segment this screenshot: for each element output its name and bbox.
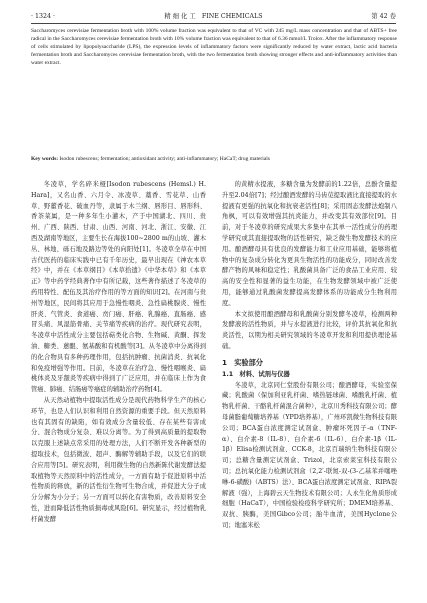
keywords	[31, 155, 397, 163]
intro-paragraph: 本文拟使用酿酒酵母和乳酸菌分别发酵冬凌草，检测两种发酵液的活性物质，并与水提液进行比较，评价其抗氧化和抗炎活性，以期为相关研究领域的冬凌草开发和利用提供理论基础。	[222, 310, 397, 350]
english-abstract: Saccharomyces cerevisiae fermentation broth with 100% volume fraction was equivalent to that of VC with 245 mg/L mass concentration and that of ABTS+ free radical in the Saccharomyces cerevisiae fermentation broth with 10% volume fraction was equivalent to that of 6.36 mmol/L Trolox. After the inflammatory response of cells stimulated by lipopolysaccharide (LPS), the expression levels of inflammatory factors were significantly reduced by water extract, lactic acid bacteria fermentation broth and Saccharomyces cerevisiae fermentation broth, with the two fermentation broth showing stronger effects and anti-inflammatory activities than water extract.	[31, 28, 397, 67]
intro-paragraph: 从天然动植物中提取活性成分是现代药物科学生产的核心环节，也是人们认识和利用自然资源的重要手段。但天然原料也有其固有的缺陷，如有效成分含量较低、存在某些有害成分、混合物成分复杂、难以分离等。为了得到高质量的提取物以克服上述缺点常采用的处理方法，人们不断开发各种新型的提取技术，包括微波、超声、酶解等辅助手段，以及它们的联合应用等[5]。研究表明，利用微生物的自然新陈代谢发酵法提取植物等天然原料中的活性成分，一方面有助于促进原料中活性物质的释放，新的活性衍生物可生物合成，并促进大分子成分分解为小分子；另一方面可以转化有害物质，改善原料安全性，进而降低活性物质损毒或风险[6]。研究显示，经过植物乳杆菌发酵	[31, 396, 206, 523]
header-rule	[31, 23, 396, 24]
keywords-label: Key words:	[31, 156, 59, 162]
intro-paragraph: 冬凌草，学名碎米桠[Isodon rubescens (Hemsl.) H. Hara]，又名山香、六月令、冰凌草、藁香、雪花草、山香草、野藿香花、破血丹等，隶属于木兰纲、唇形目、唇形科、香茶菜属，是一种多年生小灌木，产于中国湖北、四川、贵州、广西、陕西、甘肃、山西、河南、河北、浙江、安徽、江西及湖南等地区，主要生长在海拔100~2800 m的山坡、灌木丛、林地、砾石地及路边等处的向阳处[1]。冬凌草全草在中国古代医药的临床实践中已有千年历史，最早出现在《神农本草经》中，并在《本草纲目》《本草拾遗》《中华本草》和《本草正》等中药学经典著作中有所记载，这些著作描述了冬凌草的药用特性、配伍及其治疗作用的等方面的知识[2]。在河南与贵州等地区，民间将其应用于急慢性咽炎、急性扁桃腺炎、慢性肝炎、气管炎、食道癌、贲门癌、肝癌、乳腺癌、直肠癌、感冒头痛、风湿筋骨痛、关节痛等疾病的治疗。现代研究表明，冬凌草中活性成分主要包括萜类化合物、生物碱、黄酮、挥发油、糖类、蒽醌、氨基酸和有机酸等[3]。从冬凌草中分离得到的化合物具有多种药理作用，包括抗肿瘤、抗菌消炎、抗氧化和免疫增强等作用。目前，冬凌草在治疗急、慢性咽喉炎、扁桃体炎及牙龈炎等疾病中得到了广泛应用，并在临床上作为食管癌、肺癌、结肠癌等癌症的辅助治疗药物[4]。	[31, 181, 206, 394]
section-title: 1 实验部分	[222, 357, 263, 367]
running-header	[31, 12, 396, 22]
journal-name: 精 细 化 工 FINE CHEMICALS	[164, 13, 263, 20]
subsection-title: 1.1 材料、试剂与仪器	[222, 370, 290, 378]
volume-number: 第 42 卷	[371, 13, 396, 20]
materials-paragraph: 冬凌草，北京同仁堂股份有限公司；酿酒酵母，实验室保藏；乳酸菌（保加利亚乳杆菌、嗜热链球菌、嗜酸乳杆菌、植物乳杆菌、干酪乳杆菌混合菌种），北京川秀科技有限公司；酵母菌脂葡萄糖培养基（YPD培养基），广州环凯微生物科技有限公司；BCA蛋白浓度测定试剂盒、肿瘤坏死因子-α（TNF-α）、白介素-8（IL-8）、白介素-6（IL-6）、白介素-1β（IL-1β）Elisa检测试剂盒、CCK-8，北京百瑞纳生物科技有限公司；总糖含量测定试剂盒、Trizol，北京索莱宝科技有限公司；总抗氧化能力检测试剂盒（2,2′-联氮-双-(3-乙基苯并噻唑啉-6-磺酸)（ABTS）法）、BCA蛋白浓度测定试剂盒、RIPA裂解液（强），上海碧云天生物技术有限公司；人永生化角质形成细胞（HaCaT），中国检验检疫科学研究所；DMEM培养基、双抗、胰酶，美国Gibco公司；胎牛血清，美国Hyclone公司；地塞米松	[222, 381, 397, 529]
page-number: · 1324 ·	[31, 13, 56, 20]
right-column	[222, 180, 397, 532]
keywords-text: Isodon rubescens; fermentation; antioxidant activity; anti-inflammatory; HaCaT; drug materials	[58, 156, 270, 162]
left-column	[31, 180, 206, 526]
intro-paragraph: 的黄精水提液，多糖含量为发酵前的1.22倍，总酚含量提升至2.04倍[7]；经过酿酒发酵的马齿苋提取液比直接提取的水提液有更强的抗氧化和抗衰老活性[8]；采用固态发酵法炮制八角枫，可以有效增强其抗炎能力，并改变其有效部位[9]。目前，对于冬凌草的研究成果大多集中在其单一活性成分的药理学研究或其直接提取物的活性研究，缺乏微生物发酵技术的应用。酿酒酵母具有优良的发酵能力和工业应用基础，能够将植物中的复杂成分转化为更具生物活性的功能成分，同时改善发酵产物的风味和稳定性；乳酸菌具备广泛的食品工业应用、较高的安全性和显著的益生功能，在生物发酵领域中被广泛使用，能够通过乳酸菌发酵提高发酵体系的功能成分生物利用度。	[222, 181, 397, 307]
